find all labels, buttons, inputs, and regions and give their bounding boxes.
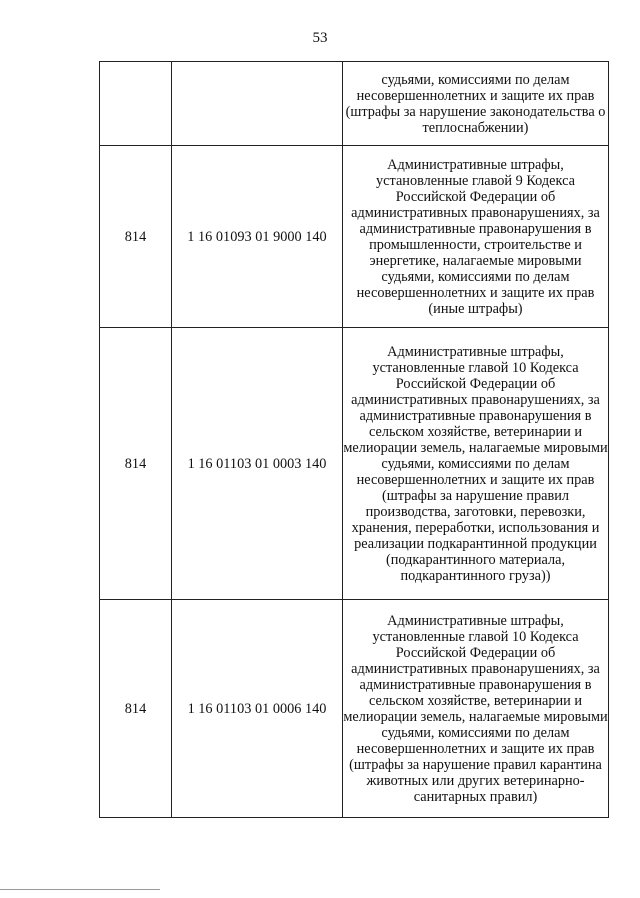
admin-code-cell: 814 [100, 146, 172, 328]
table-row [100, 328, 609, 600]
description-cell: Административные штрафы, установленные главой 10 Кодекса Российской Федерации об административных правонарушениях, за административные правонарушения в сельском хозяйстве, ветеринарии и мелиорации земель, налагаемые мировыми судьями, комиссиями по делам несовершеннолетних и защите их прав (штрафы за нарушение правил производства, заготовки, перевозки, хранения, переработки, использования и реализации подкарантинной продукции (подкарантинного материала, подкарантинного груза)) [343, 328, 609, 600]
table-row [100, 146, 609, 328]
description-cell: Административные штрафы, установленные главой 10 Кодекса Российской Федерации об административных правонарушениях, за административные правонарушения в сельском хозяйстве, ветеринарии и мелиорации земель, налагаемые мировыми судьями, комиссиями по делам несовершеннолетних и защите их прав (штрафы за нарушение правил карантина животных или других ветеринарно-санитарных правил) [343, 600, 609, 818]
table-row [100, 62, 609, 146]
budget-code-cell: 1 16 01103 01 0003 140 [172, 328, 343, 600]
budget-code-cell: 1 16 01093 01 9000 140 [172, 146, 343, 328]
admin-code-cell: 814 [100, 328, 172, 600]
admin-code-cell: 814 [100, 600, 172, 818]
table-row [100, 600, 609, 818]
description-cell: судьями, комиссиями по делам несовершеннолетних и защите их прав (штрафы за нарушение законодательства о теплоснабжении) [343, 62, 609, 146]
admin-code-cell [100, 62, 172, 146]
page-number: 53 [312, 30, 328, 46]
description-cell: Административные штрафы, установленные главой 9 Кодекса Российской Федерации об административных правонарушениях, за административные правонарушения в промышленности, строительстве и энергетике, налагаемые мировыми судьями, комиссиями по делам несовершеннолетних и защите их прав (иные штрафы) [343, 146, 609, 328]
budget-code-cell: 1 16 01103 01 0006 140 [172, 600, 343, 818]
footnote-rule [0, 889, 160, 890]
budget-codes-table [99, 61, 609, 818]
budget-code-cell [172, 62, 343, 146]
